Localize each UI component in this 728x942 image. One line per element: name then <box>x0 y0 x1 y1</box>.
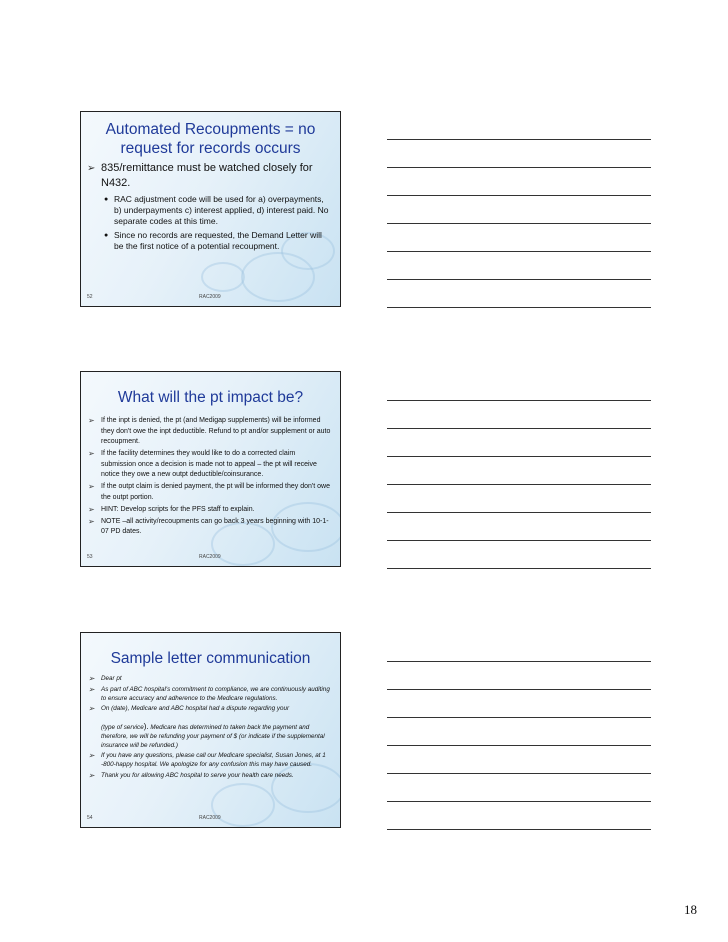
bullet-list <box>101 675 332 781</box>
note-line <box>387 456 651 457</box>
bullet-item: ➢ 835/remittance must be watched closely for N432. <box>101 161 332 191</box>
slide-footer: RAC2009 <box>199 815 221 821</box>
note-line <box>387 717 651 718</box>
slide-footer: RAC2009 <box>199 294 221 300</box>
note-line <box>387 484 651 485</box>
slide-title: Sample letter communication <box>110 650 311 667</box>
slide-number: 52 <box>87 294 93 300</box>
bullet-item: ➢ If the facility determines they would like to do a corrected claim submission once a decision is made not to appeal – the pt will receive notice they owe a new outpt deductible/coinsurance. <box>101 449 332 481</box>
sub-bullet-item: ● Since no records are requested, the Demand Letter will be the first notice of a potential recoupment. <box>114 230 330 252</box>
bullet-item: ➢ HINT: Develop scripts for the PFS staff to explain. <box>101 505 332 516</box>
note-line <box>387 829 651 830</box>
note-line <box>387 279 651 280</box>
note-line <box>387 745 651 746</box>
note-line <box>387 773 651 774</box>
bullet-item <box>101 705 332 750</box>
note-line <box>387 689 651 690</box>
ripple-decoration <box>201 262 245 292</box>
note-line <box>387 428 651 429</box>
ripple-decoration <box>241 252 315 302</box>
bullet-item: ➢ If you have any questions, please call our Medicare specialist, Susan Jones, at 1 -800-happy hospital. We apologize for any confusion this may have caused. <box>101 752 332 770</box>
note-line <box>387 512 651 513</box>
bullet-item: ➢ NOTE –all activity/recoupments can go back 3 years beginning with 10-1-07 PD dates. <box>101 517 332 538</box>
note-line <box>387 139 651 140</box>
bullet-text: (type of service <box>101 723 144 731</box>
bullet-item: ➢ If the outpt claim is denied payment, the pt will be informed they don't owe the outpt portion. <box>101 482 332 503</box>
note-line <box>387 223 651 224</box>
slide-52 <box>80 111 341 307</box>
bullet-text: Medicare has determined to taken back the payment and therefore, we will be refunding your payment of $ (or indicate if the supplemental insurance will be refunded.) <box>101 723 325 749</box>
note-line <box>387 661 651 662</box>
note-line <box>387 540 651 541</box>
note-line <box>387 251 651 252</box>
bullet-item: ➢ Thank you for allowing ABC hospital to serve your health care needs. <box>101 772 332 781</box>
slide-title: What will the pt impact be? <box>117 389 304 406</box>
note-line <box>387 195 651 196</box>
note-line <box>387 400 651 401</box>
note-line <box>387 167 651 168</box>
bullet-text: On (date), Medicare and ABC hospital had a dispute regarding your <box>101 705 290 713</box>
slide-title: Automated Recoupments = no request for records occurs <box>105 121 316 157</box>
slide-54 <box>80 632 341 828</box>
sub-bullet-item: ● RAC adjustment code will be used for a) overpayments, b) underpayments c) interest applied, d) interest paid. No separate codes at this time. <box>114 194 330 227</box>
slide-number: 54 <box>87 815 93 821</box>
note-line <box>387 568 651 569</box>
bullet-list <box>81 161 340 252</box>
slide-number: 53 <box>87 554 93 560</box>
bullet-item: ➢ As part of ABC hospital's commitment to compliance, we are continuously auditing to ensure accuracy and adherence to the Medicare regulations. <box>101 686 332 704</box>
note-line <box>387 307 651 308</box>
slide-53 <box>80 371 341 567</box>
bullet-item: ➢ Dear pt <box>101 675 332 684</box>
page-number: 18 <box>684 902 697 917</box>
bullet-item: ➢ If the inpt is denied, the pt (and Medigap supplements) will be informed they don't owe the inpt deductible. Refund to pt and/or supplement or auto recoupment. <box>101 416 332 448</box>
slide-footer: RAC2009 <box>199 554 221 560</box>
bullet-list <box>101 416 332 538</box>
note-line <box>387 801 651 802</box>
bullet-text: ). <box>143 721 149 731</box>
